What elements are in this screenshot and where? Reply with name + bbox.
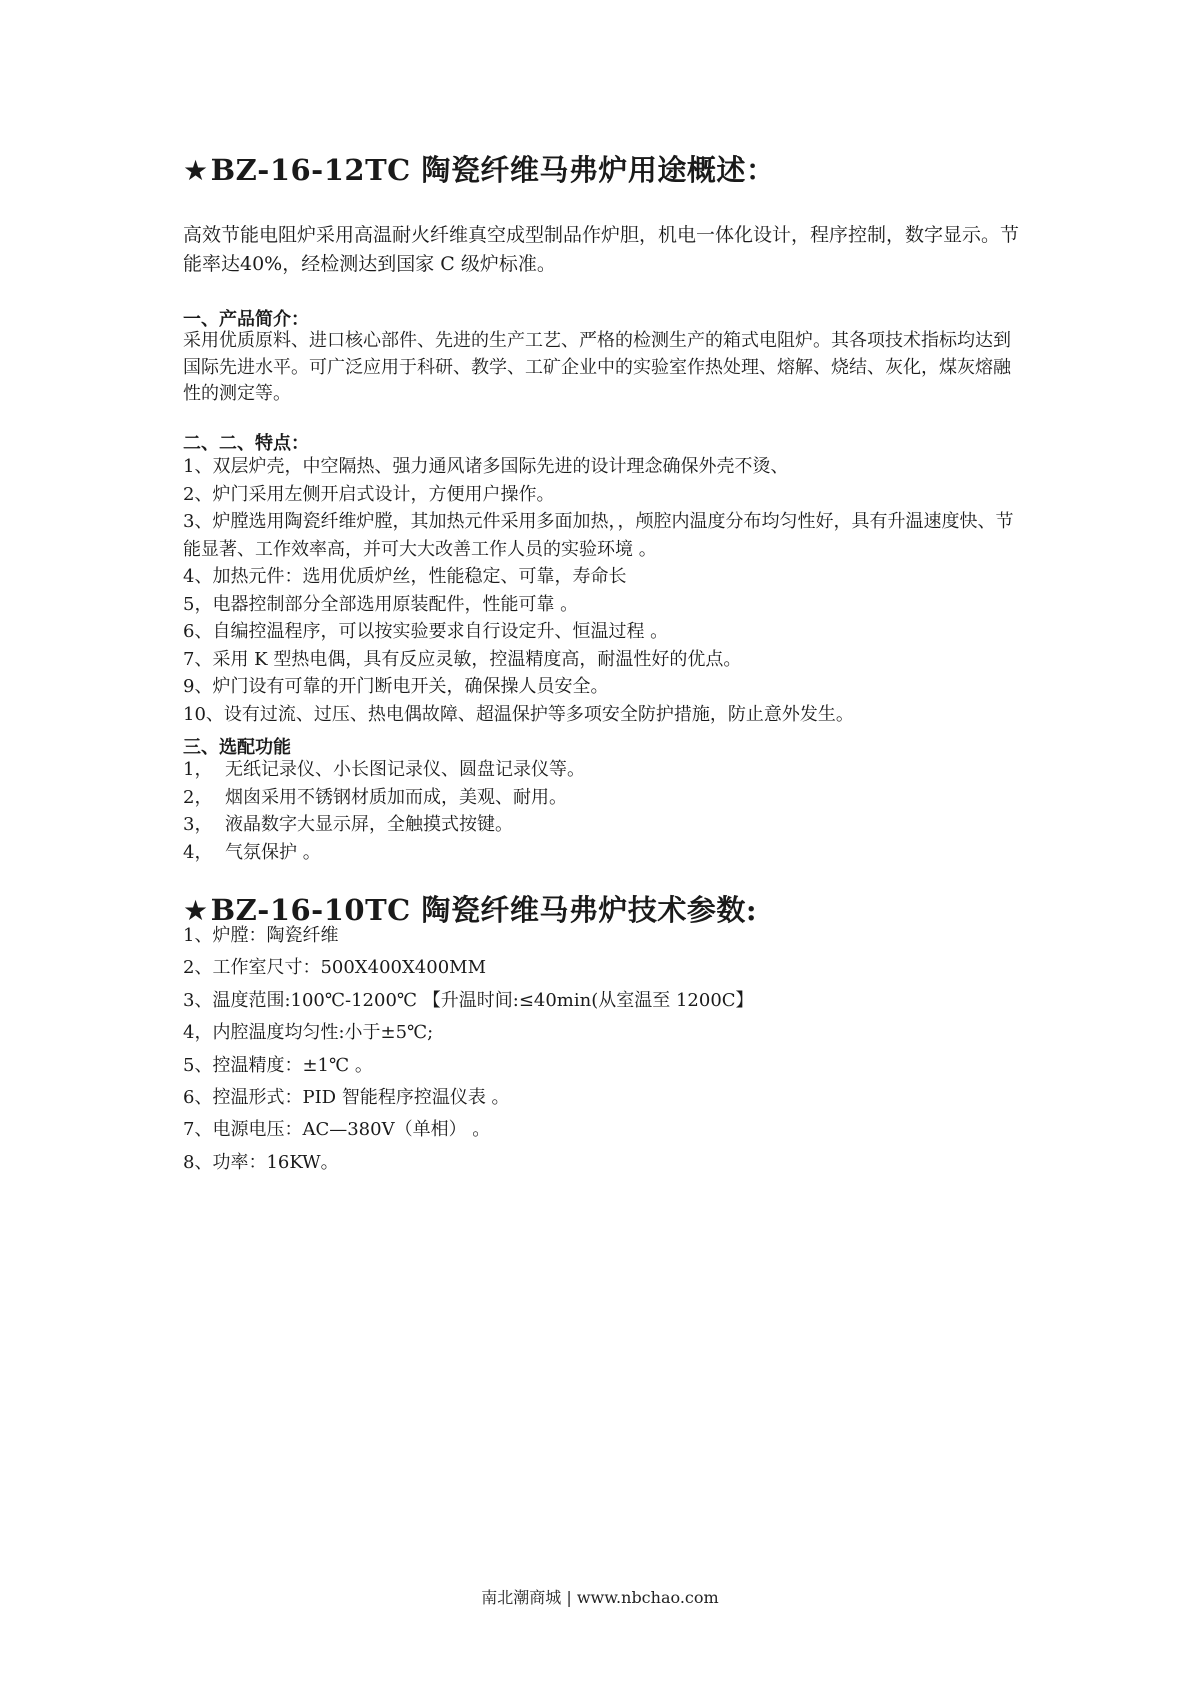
list-item: 2、炉门采用左侧开启式设计，方便用户操作。 bbox=[183, 483, 555, 505]
options-list bbox=[183, 756, 1025, 866]
list-item-text: 液晶数字大显示屏，全触摸式按键。 bbox=[225, 814, 513, 835]
usage-title-text: BZ-16-12TC 陶瓷纤维马弗炉用途概述： bbox=[210, 153, 776, 187]
list-item-text: 烟囱采用不锈钢材质加而成，美观、耐用。 bbox=[225, 786, 567, 808]
star-icon: ★ bbox=[183, 154, 209, 187]
spec-item: 5、控温精度：±1℃ 。 bbox=[183, 1054, 373, 1076]
spec-item: 3、温度范围:100℃-1200℃ 【升温时间:≤40min(从室温至 1200C】 bbox=[183, 989, 754, 1011]
list-item-number: 4， bbox=[183, 841, 213, 863]
list-item-text: 无纸记录仪、小长图记录仪、圆盘记录仪等。 bbox=[225, 759, 585, 780]
list-item: 5，电器控制部分全部选用原装配件，性能可靠 。 bbox=[183, 593, 579, 615]
list-item bbox=[183, 756, 1025, 784]
usage-intro: 高效节能电阻炉采用高温耐火纤维真空成型制品作炉胆，机电一体化设计，程序控制，数字显示。节能率达40%，经检测达到国家 C 级炉标准。 bbox=[183, 224, 1020, 275]
specs-list bbox=[183, 920, 754, 1179]
list-item-number: 1， bbox=[183, 759, 213, 780]
spec-item: 7、电源电压：AC—380V（单相） 。 bbox=[183, 1119, 491, 1141]
list-item: 3、炉膛选用陶瓷纤维炉膛，其加热元件采用多面加热，，颅腔内温度分布均匀性好，具有升温速度快、节能显著、工作效率高，并可大大改善工作人员的实验环境 。 bbox=[183, 511, 1014, 560]
list-item bbox=[183, 811, 1025, 839]
list-item-number: 2， bbox=[183, 786, 213, 808]
list-item bbox=[183, 839, 1025, 867]
specs-title-text: BZ-16-10TC 陶瓷纤维马弗炉技术参数: bbox=[210, 893, 758, 927]
options-heading: 三、选配功能 bbox=[183, 737, 291, 758]
spec-item: 6、控温形式：PID 智能程序控温仪表 。 bbox=[183, 1087, 510, 1109]
list-item-number: 3， bbox=[183, 814, 213, 835]
list-item: 6、自编控温程序，可以按实验要求自行设定升、恒温过程 。 bbox=[183, 621, 669, 642]
list-item: 1、双层炉壳，中空隔热、强力通风诸多国际先进的设计理念确保外壳不烫、 bbox=[183, 456, 789, 477]
spec-item: 8、功率：16KW。 bbox=[183, 1151, 339, 1173]
list-item: 4、加热元件：选用优质炉丝，性能稳定、可靠，寿命长 bbox=[183, 566, 627, 587]
list-item-text: 气氛保护 。 bbox=[225, 841, 321, 863]
features-heading: 二、二、特点： bbox=[183, 433, 309, 454]
spec-item: 1、炉膛：陶瓷纤维 bbox=[183, 925, 339, 946]
features-list bbox=[183, 453, 1025, 728]
page-footer: 南北潮商城 | www.nbchao.com bbox=[481, 1588, 719, 1607]
list-item bbox=[183, 784, 1025, 812]
star-icon: ★ bbox=[183, 894, 209, 927]
list-item: 9、炉门设有可靠的开门断电开关，确保操人员安全。 bbox=[183, 676, 609, 697]
list-item: 7、采用 K 型热电偶，具有反应灵敏，控温精度高，耐温性好的优点。 bbox=[183, 648, 742, 670]
list-item: 10、设有过流、过压、热电偶故障、超温保护等多项安全防护措施，防止意外发生。 bbox=[183, 703, 854, 725]
spec-item: 2、工作室尺寸：500X400X400MM bbox=[183, 957, 487, 979]
intro-heading: 一、产品简介： bbox=[183, 309, 309, 330]
usage-title bbox=[183, 148, 775, 189]
spec-item: 4，内腔温度均匀性:小于±5℃; bbox=[183, 1022, 434, 1044]
intro-text: 采用优质原料、进口核心部件、先进的生产工艺、严格的检测生产的箱式电阻炉。其各项技术指标均达到国际先进水平。可广泛应用于科研、教学、工矿企业中的实验室作热处理、熔解、烧结、灰化，煤灰熔融性的测定等。 bbox=[183, 330, 1011, 404]
